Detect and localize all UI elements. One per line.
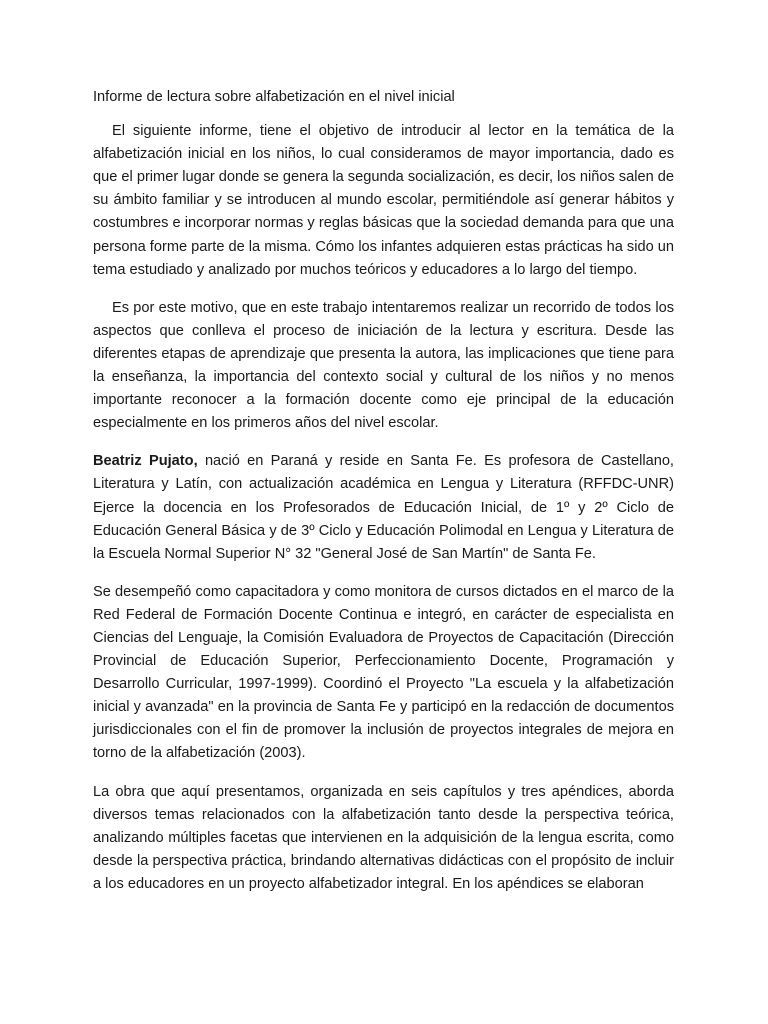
paragraph-motivation: Es por este motivo, que en este trabajo intentaremos realizar un recorrido de todos los aspectos que conlleva el proceso de iniciación de la lectura y escritura. Desde las diferentes etapas de aprendizaje que presenta la autora, las implicaciones que tiene para la enseñanza, la importancia del contexto social y cultural de los niños y no menos importante reconocer a la formación docente como eje principal de la educación especialmente en los primeros años del nivel escolar. (93, 299, 674, 432)
paragraph-work-overview: La obra que aquí presentamos, organizada en seis capítulos y tres apéndices, aborda diversos temas relacionados con la alfabetización tanto desde la perspectiva teórica, analizando múltiples facetas que intervienen en la adquisición de la lengua escrita, como desde la perspectiva práctica, brindando alternativas didácticas con el propósito de incluir a los educadores en un proyecto alfabetizador integral. En los apéndices se elaboran (93, 783, 674, 892)
author-bio-text: nació en Paraná y reside en Santa Fe. Es profesora de Castellano, Literatura y Latín, con actualización académica en Lengua y Literatura (RFFDC-UNR) Ejerce la docencia en los Profesorados de Educación Inicial, de 1º y 2º Ciclo de Educación General Básica y de 3º Ciclo y Educación Polimodal en Lengua y Literatura de la Escuela Normal Superior N° 32 "General José de San Martín" de Santa Fe. (93, 453, 674, 562)
document-title: Informe de lectura sobre alfabetización en el nivel inicial (93, 89, 455, 105)
paragraph-author-career: Se desempeñó como capacitadora y como monitora de cursos dictados en el marco de la Red Federal de Formación Docente Continua e integró, en carácter de especialista en Ciencias del Lenguaje, la Comisión Evaluadora de Proyectos de Capacitación (Dirección Provincial de Educación Superior, Perfeccionamiento Docente, Programación y Desarrollo Curricular, 1997-1999). Coordinó el Proyecto "La escuela y la alfabetización inicial y avanzada" en la provincia de Santa Fe y participó en la redacción de documentos jurisdiccionales con el fin de promover la inclusión de proyectos integrales de mejora en torno de la alfabetización (2003). (93, 583, 674, 762)
paragraph-author-bio (93, 450, 674, 565)
paragraph-introduction: El siguiente informe, tiene el objetivo de introducir al lector en la temática de la alfabetización inicial en los niños, lo cual consideramos de mayor importancia, dado es que el primer lugar donde se genera la segunda socialización, es decir, los niños salen de su ámbito familiar y se introducen al mundo escolar, permitiéndole así generar hábitos y costumbres e incorporar normas y reglas básicas que la sociedad demanda para que una persona forme parte de la misma. Cómo los infantes adquieren estas prácticas ha sido un tema estudiado y analizado por muchos teóricos y educadores a lo largo del tiempo. (93, 123, 674, 278)
author-name: Beatriz Pujato, (93, 453, 198, 470)
